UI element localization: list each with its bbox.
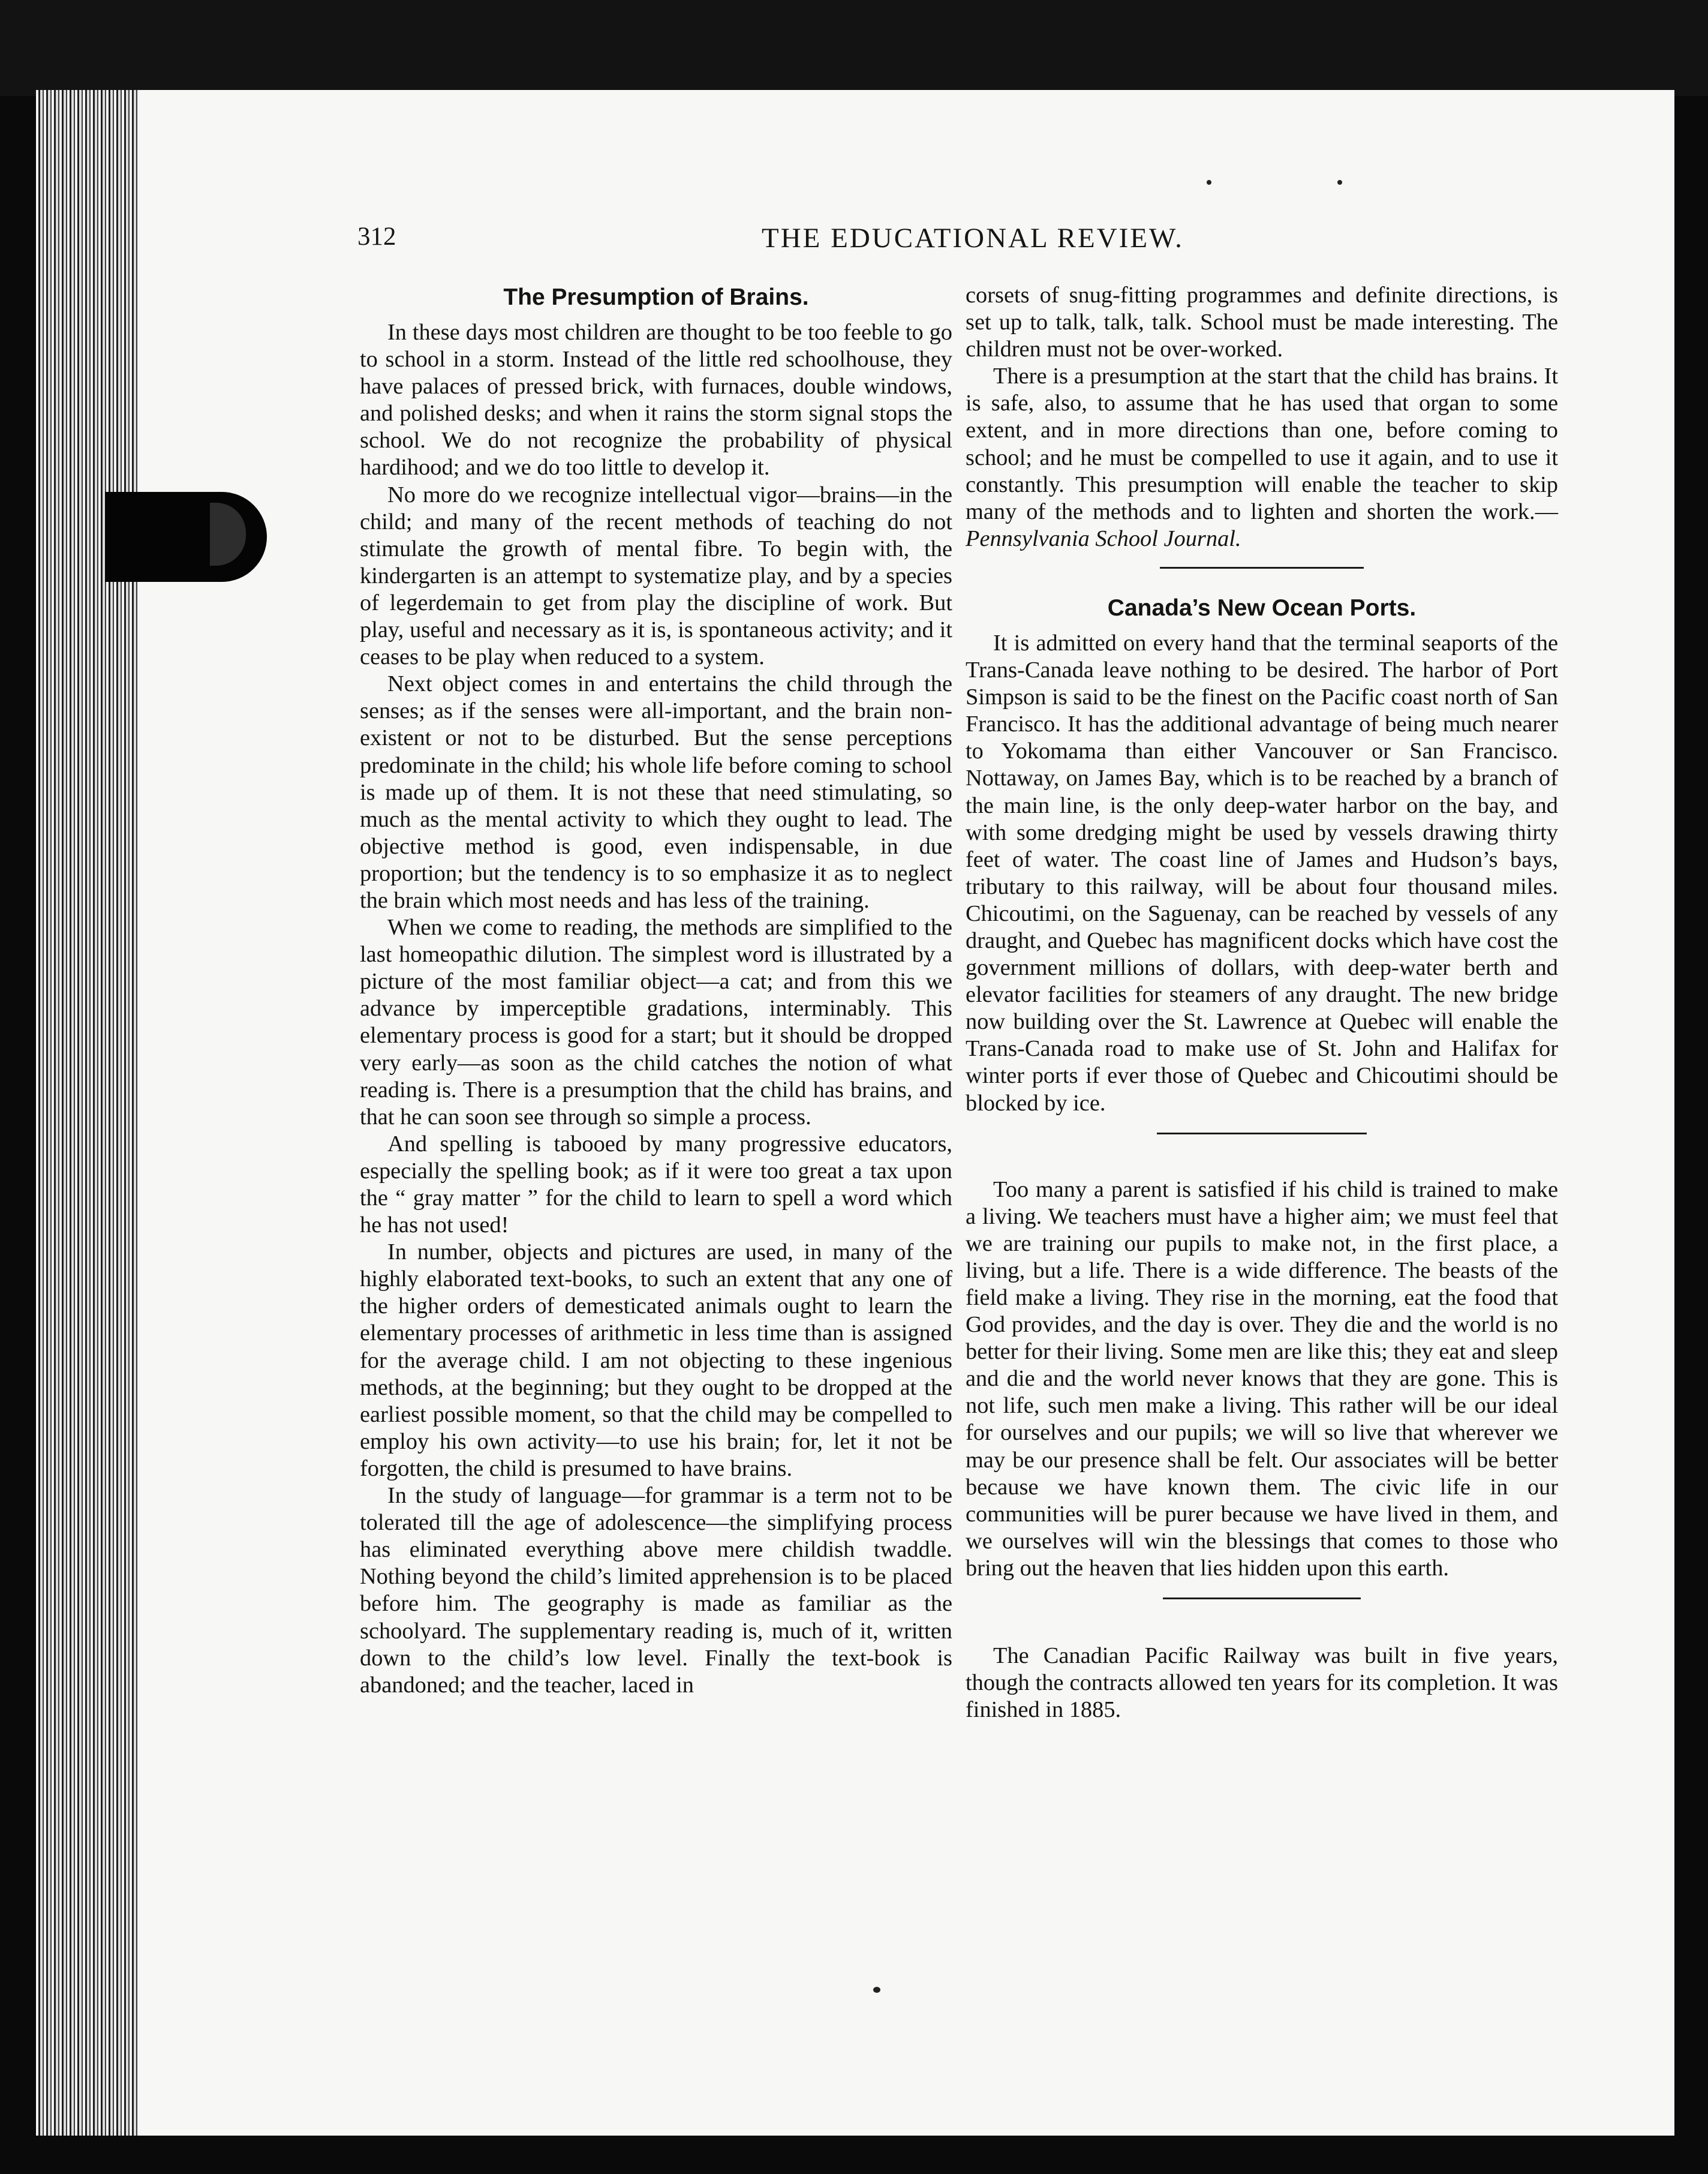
page-speck (1207, 180, 1211, 185)
section-divider (1160, 567, 1364, 569)
section-divider (1163, 1598, 1361, 1599)
left-column (360, 282, 952, 1699)
scanner-top-border (0, 0, 1708, 96)
article-paragraph: No more do we recognize intellectual vigor—brains—in the child; and many of the recent methods of teaching do not stimulate the growth of mental fibre. To begin with, the kindergarten is an attempt to systematize play, and by a species of legerdemain to get from play the discipline of work. But play, useful and necessary as it is, is spontaneous activity; and it ceases to be play when reduced to a system. (360, 482, 952, 670)
page-number: 312 (357, 223, 396, 251)
article-title: Canada’s New Ocean Ports. (1107, 594, 1417, 621)
page-header (0, 222, 1708, 264)
page-speck (873, 1987, 880, 1993)
article-paragraph: And spelling is tabooed by many progressive educators, especially the spelling book; as if it were too great a tax upon the “ gray matter ” for the child to learn to spell a word which he has not used! (360, 1131, 952, 1238)
article-paragraph: Too many a parent is satisfied if his child is trained to make a living. We teachers must have a higher aim; we must feel that we are training our pupils to make not, in the first place, a living, but a life. There is a wide difference. The beasts of the field make a living. They rise in the morning, eat the food that God provides, and the day is over. They die and the world is no better for their living. Some men are like this; they eat and sleep and die and the world never knows that they are gone. This is not life, such men make a living. This rather will be our ideal for ourselves and our pupils; we will so live that wherever we may be our presence shall be felt. Our associates will be better because we have known them. The civic life in our communities will be purer because we have lived in them, and we ourselves will win the blessings that comes to those who bring out the heaven that lies hidden upon this earth. (966, 1176, 1558, 1581)
article-paragraph: In these days most children are thought to be too feeble to go to school in a storm. Instead of the little red schoolhouse, they have palaces of pressed brick, with furnaces, double windows, and polished desks; and when it rains the storm signal stops the school. We do not recognize the probability of physical hardihood; and we do too little to develop it. (360, 320, 952, 481)
running-title: THE EDUCATIONAL REVIEW. (762, 223, 1184, 254)
book-page-edges (36, 90, 143, 2142)
article-paragraph (966, 363, 1558, 552)
source-citation: Pennsylvania School Journal. (966, 526, 1241, 551)
article-paragraph: The Canadian Pacific Railway was built in five years, though the contracts allowed ten years for its completion. It was finished in 1885. (966, 1643, 1558, 1723)
article-title: The Presumption of Brains. (503, 284, 809, 310)
article-paragraph: When we come to reading, the methods are simplified to the last homeopathic dilution. The simplest word is illustrated by a picture of the most familiar object—a cat; and from this we advance by imperceptible gradations, interminably. This elementary process is good for a start; but it should be dropped very early—as soon as the child catches the notion of what reading is. There is a presumption that the child has brains, and that he can soon see through so simple a process. (360, 915, 952, 1130)
right-column (966, 282, 1558, 1723)
article-paragraph: Next object comes in and entertains the child through the senses; as if the senses were all-important, and the brain non-existent or not to be disturbed. But the sense perceptions predominate in the child; his whole life before coming to school is made up of them. It is not these that need stimulating, so much as the mental activity to which they ought to lead. The objective method is good, even indispensable, in due proportion; but the tendency is to so emphasize it as to neglect the brain which most needs and has less of the training. (360, 671, 952, 913)
article-continuation: corsets of snug-fitting programmes and definite directions, is set up to talk, talk, talk. School must be made interesting. The children must not be over-worked. (966, 283, 1558, 362)
thumb-holding-page (105, 492, 267, 582)
article-paragraph: In number, objects and pictures are used, in many of the highly elaborated text-books, to such an extent that any one of the higher orders of demesticated animals ought to learn the elementary processes of arithmetic in less time than is assigned for the average child. I am not objecting to these ingenious methods, at the beginning; but they ought to be dropped at the earliest possible moment, so that the child may be compelled to employ his own activity—to use his brain; for, let it not be forgotten, the child is presumed to have brains. (360, 1239, 952, 1481)
scanner-bottom-border (0, 2136, 1708, 2174)
section-divider (1157, 1133, 1367, 1134)
closing-text: There is a presumption at the start that the child has brains. It is safe, also, to assume that he has used that organ to some extent, and in more directions than one, before coming to school; and he must be compelled to use it again, and to use it constantly. This presumption will enable the teacher to skip many of the methods and to lighten and shorten the work.— (966, 364, 1558, 524)
page-speck (1337, 180, 1342, 185)
article-paragraph: It is admitted on every hand that the terminal seaports of the Trans-Canada leave nothing to be desired. The harbor of Port Simpson is said to be the finest on the Pacific coast north of San Francisco. It has the additional advantage of being much nearer to Yokomama than either Vancouver or San Francisco. Nottaway, on James Bay, which is to be reached by a branch of the main line, is the only deep-water harbor on the bay, and with some dredging might be used by vessels drawing thirty feet of water. The coast line of James and Hudson’s bays, tributary to this railway, will be about four thousand miles. Chicoutimi, on the Saguenay, can be reached by vessels of any draught, and Quebec has magnificent docks which have cost the government millions of dollars, with deep-water berth and elevator facilities for steamers of any draught. The new bridge now building over the St. Lawrence at Quebec will enable the Trans-Canada road to make use of St. John and Halifax for winter ports if ever those of Quebec and Chicoutimi should be blocked by ice. (966, 630, 1558, 1116)
article-paragraph: In the study of language—for grammar is a term not to be tolerated till the age of adolescence—the simplifying process has eliminated everything above mere childish twaddle. Nothing beyond the child’s limited apprehension is to be placed before him. The geography is made as familiar as the schoolyard. The supplementary reading is, much of it, written down to the child’s low level. Finally the text-book is abandoned; and the teacher, laced in (360, 1483, 952, 1698)
